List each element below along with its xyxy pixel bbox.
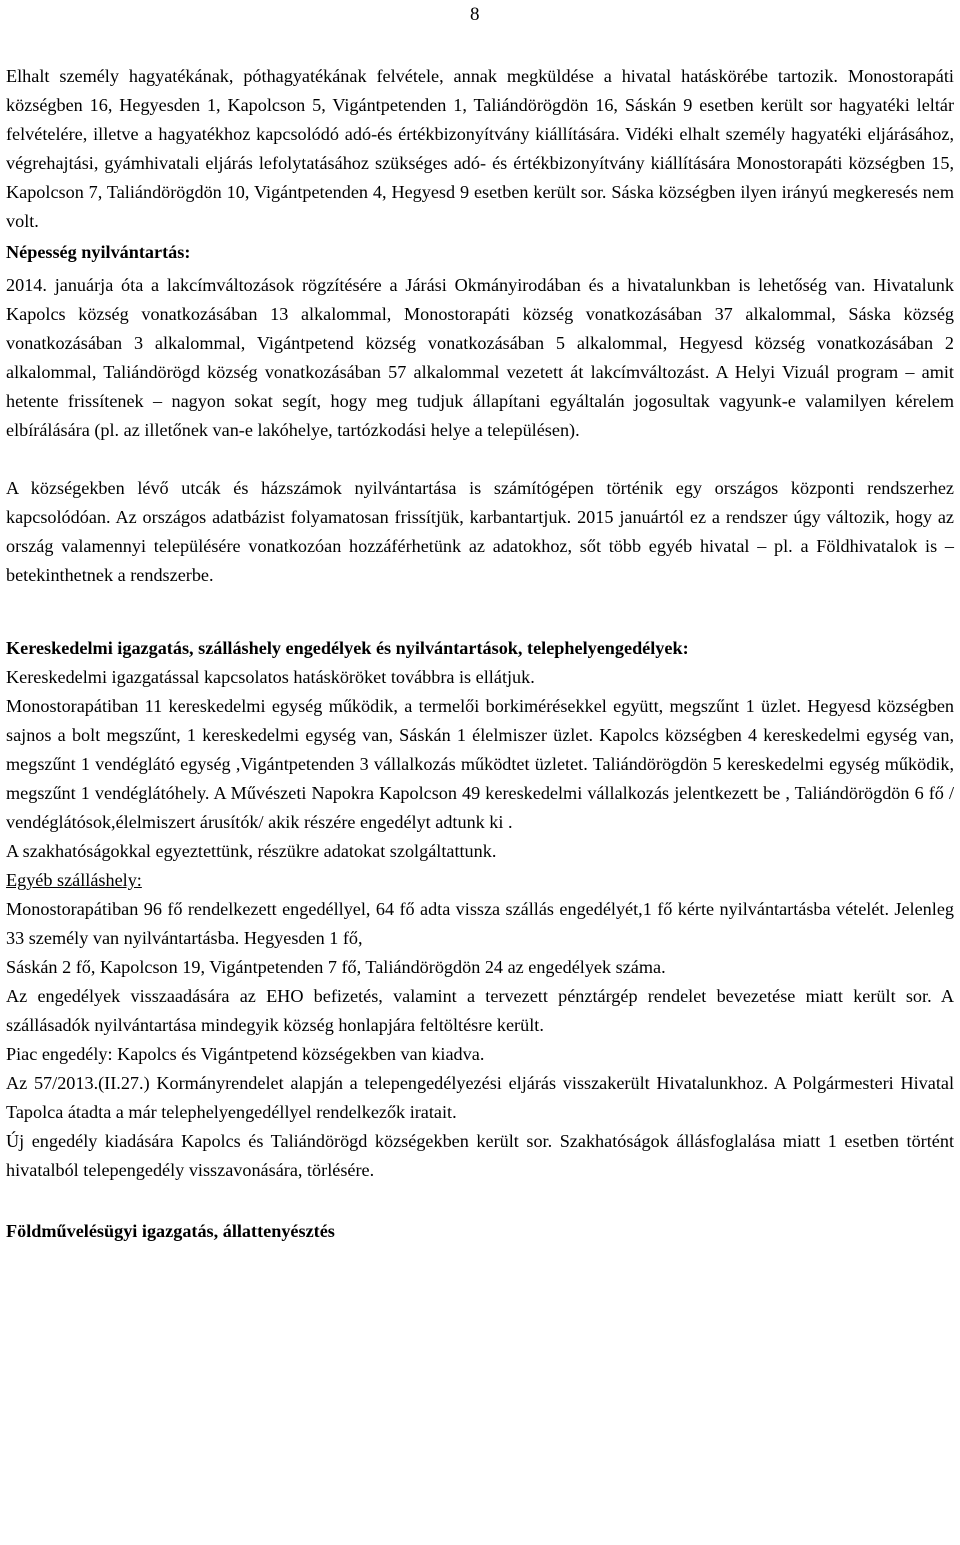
foldmuveles-heading: Földművelésügyi igazgatás, állattenyésztés <box>6 1221 335 1241</box>
nepesseg-paragraph: 2014. januárja óta a lakcímváltozások rögzítésére a Járási Okmányirodában és a hivatalunkban is lehetőség van. Hivatalunk Kapolcs község vonatkozásában 13 alkalommal, Monostorapáti község vonatkozásában 37 alkalommal, Sáska község vonatkozásában 3 alkalommal, Vigántpetend község vonatkozásában 5 alkalommal, Hegyesd község vonatkozásában 2 alkalommal, Taliándörögd község vonatkozásában 57 alkalommal vezetett át lakcímváltozást. A Helyi Vizuál program – amit hetente frissítenek – nagyon sokat segít, hogy meg tudjuk állapítani egyáltalán jogosultak vagyunk-e valamilyen kérelem elbírálására (pl. az illetőnek van-e lakóhelye, tartózkodási helye a településen). <box>6 275 954 440</box>
egyeb-szallashely-label: Egyéb szálláshely: <box>6 870 142 890</box>
egyeb-szallashely-heading <box>6 866 954 895</box>
kereskedelmi-paragraph-3: A szakhatóságokkal egyeztettünk, részükre adatokat szolgáltattunk. <box>6 841 497 861</box>
page-number: 8 <box>470 4 480 25</box>
egyeb-paragraph-3: Az engedélyek visszaadására az EHO befizetés, valamint a tervezett pénztárgép rendelet bevezetése miatt került sor. A szállásadók nyilvántartása mindegyik község honlapjára feltöltésre került. <box>6 986 954 1035</box>
kereskedelmi-paragraph-2: Monostorapátiban 11 kereskedelmi egység működik, a termelői borkimérésekkel együtt, megszűnt 1 üzlet. Hegyesd községben sajnos a bolt megszűnt, 1 kereskedelmi egység van, Sáskán 1 élelmiszer üzlet. Kapolcs községben 4 kereskedelmi egység van, megszűnt 1 vendéglátó egység ,Vigántpetenden 3 vállalkozás működtet üzletet. Taliándörögdön 5 kereskedelmi egység működik, megszűnt 1 vendéglátóhely. A Művészeti Napokra Kapolcson 49 kereskedelmi vállalkozás jelentkezett be , Taliándörögdön 6 fő / vendéglátósok,élelmiszert árusítók/ akik részére engedélyt adtunk ki . <box>6 696 954 832</box>
page-content <box>6 62 954 1246</box>
kereskedelmi-paragraph-1: Kereskedelmi igazgatással kapcsolatos hatásköröket továbbra is ellátjuk. <box>6 667 535 687</box>
utcak-paragraph: A községekben lévő utcák és házszámok nyilvántartása is számítógépen történik egy országos központi rendszerhez kapcsolódóan. Az országos adatbázist folyamatosan frissítjük, karbantartjuk. 2015 januártól ez a rendszer úgy változik, hogy az ország valamennyi településére vonatkozóan hozzáférhetünk az adatokhoz, sőt több egyéb hivatal – pl. a Földhivatalok is – betekinthetnek a rendszerbe. <box>6 478 954 585</box>
kereskedelmi-heading: Kereskedelmi igazgatás, szálláshely engedélyek és nyilvántartások, telephelyengedélyek: <box>6 638 689 658</box>
egyeb-paragraph-1: Monostorapátiban 96 fő rendelkezett engedéllyel, 64 fő adta vissza szállás engedélyét,1 fő kérte nyilvántartásba vételét. Jelenleg 33 személy van nyilvántartásba. Hegyesden 1 fő, <box>6 899 954 948</box>
egyeb-paragraph-2: Sáskán 2 fő, Kapolcson 19, Vigántpetenden 7 fő, Taliándörögdön 24 az engedélyek száma. <box>6 957 666 977</box>
piac-paragraph: Piac engedély: Kapolcs és Vigántpetend községekben van kiadva. <box>6 1044 485 1064</box>
uj-engedely-paragraph: Új engedély kiadására Kapolcs és Taliándörögd községekben került sor. Szakhatóságok állásfoglalása miatt 1 esetben történt hivatalból telepengedély visszavonására, törlésére. <box>6 1131 954 1180</box>
hagyatek-paragraph: Elhalt személy hagyatékának, póthagyatékának felvétele, annak megküldése a hivatal hatáskörébe tartozik. Monostorapáti községben 16, Hegyesden 1, Kapolcson 5, Vigántpetenden 1, Taliándörögdön 16, Sáskán 9 esetben került sor hagyatéki leltár felvételére, illetve a hagyatékhoz kapcsolódó adó-és értékbizonyítvány kiállítására. Vidéki elhalt személy hagyatéki eljárásához, végrehajtási, gyámhivatali eljárás lefolytatásához szükséges adó- és értékbizonyítvány kiállítására Monostorapáti községben 15, Kapolcson 7, Taliándörögdön 10, Vigántpetenden 4, Hegyesd 9 esetben került sor. Sáska községben ilyen irányú megkeresés nem volt. <box>6 66 954 231</box>
nepesseg-heading: Népesség nyilvántartás: <box>6 242 191 262</box>
kormanyrendelet-paragraph: Az 57/2013.(II.27.) Kormányrendelet alapján a telepengedélyezési eljárás visszakerült Hivatalunkhoz. A Polgármesteri Hivatal Tapolca átadta a már telephelyengedéllyel rendelkezők iratait. <box>6 1073 954 1122</box>
